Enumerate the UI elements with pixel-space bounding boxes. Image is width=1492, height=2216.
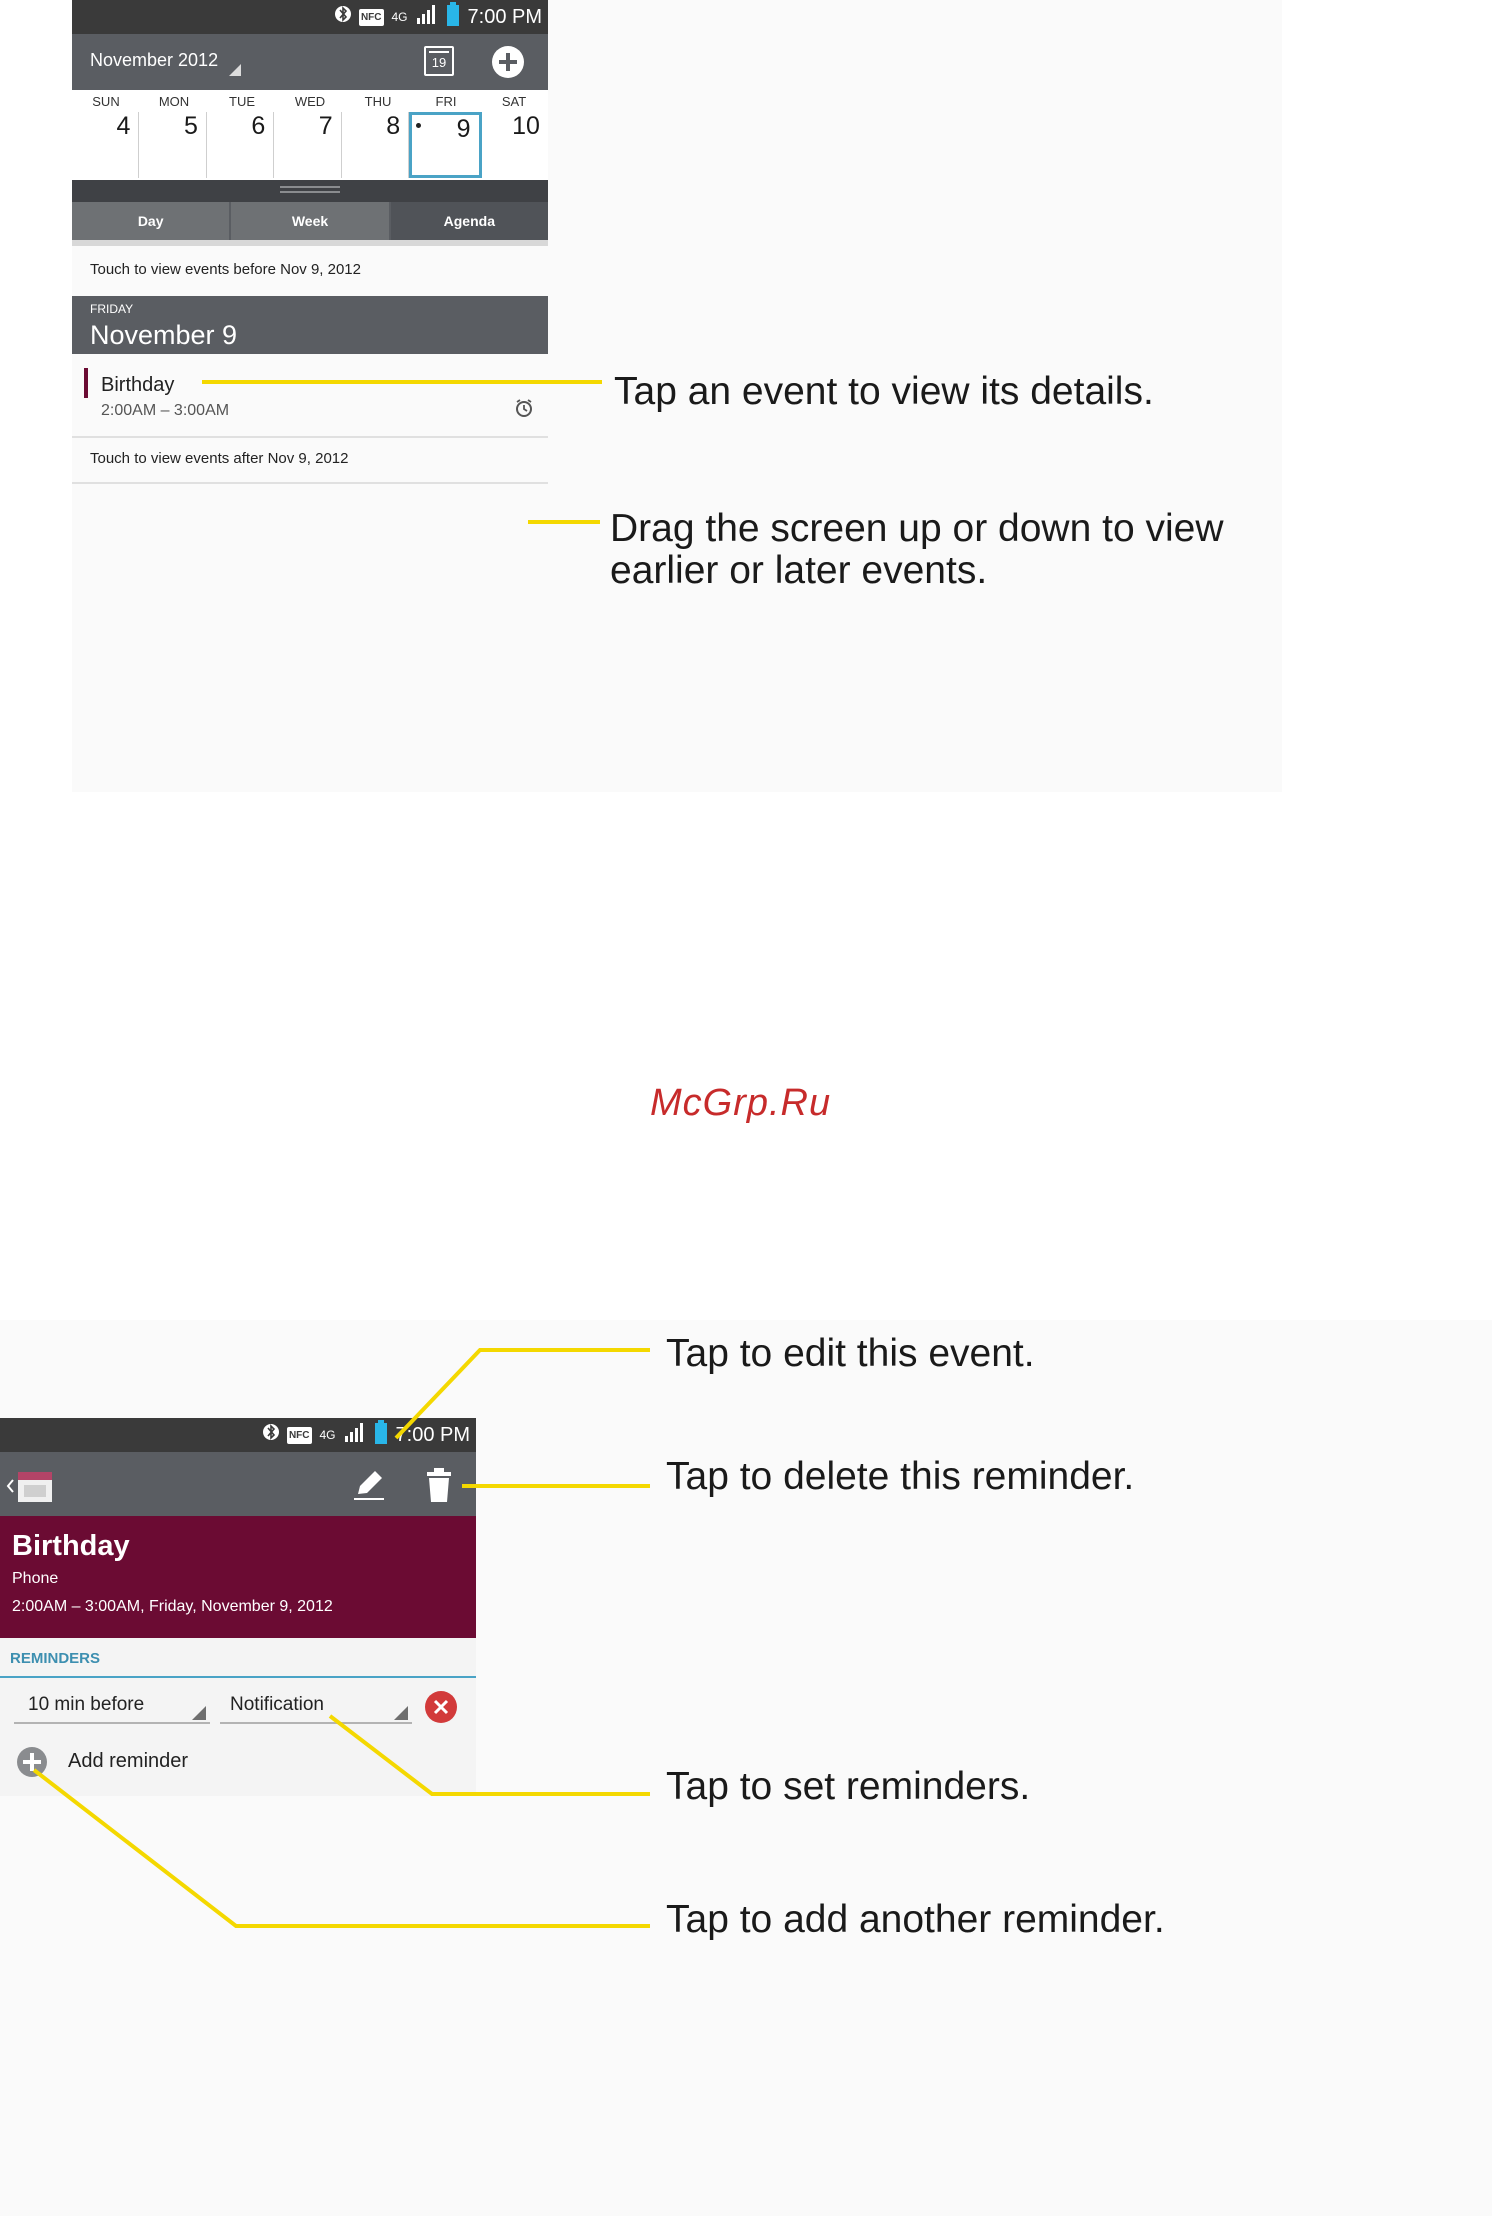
dropdown-triangle-icon [229, 64, 241, 76]
calendar-header [72, 34, 548, 90]
day-cell[interactable] [207, 112, 274, 178]
today-button[interactable] [424, 46, 454, 76]
reminder-time-value: 10 min before [28, 1694, 145, 1715]
calendar-icon [429, 51, 449, 53]
event-calendar: Phone [12, 1570, 59, 1587]
callout-set: Tap to set reminders. [666, 1765, 1031, 1808]
event-dot [416, 123, 421, 128]
month-label: November 2012 [90, 50, 219, 70]
callout-delete: Tap to delete this reminder. [666, 1455, 1135, 1498]
tab-week[interactable]: Week [231, 202, 390, 240]
weekday-label: WED [294, 94, 326, 109]
day-name: FRIDAY [90, 302, 134, 316]
event-datetime: 2:00AM – 3:00AM, Friday, November 9, 2012 [12, 1598, 333, 1615]
callout-lines [0, 1320, 1492, 1960]
weekday-label: MON [158, 94, 190, 109]
bluetooth-icon [335, 2, 351, 32]
calendar-screen [72, 0, 548, 792]
weekday-label: SUN [92, 94, 120, 109]
day-cell[interactable] [274, 112, 341, 178]
nfc-icon: NFC [287, 1427, 312, 1444]
today-date: 19 [431, 55, 447, 70]
day-cell[interactable] [139, 112, 206, 178]
callout-tap-event: Tap an event to view its details. [614, 370, 1154, 413]
callout-line [528, 520, 600, 524]
battery-icon [446, 2, 460, 32]
divider [72, 482, 548, 484]
earlier-events-link[interactable]: Touch to view events before Nov 9, 2012 [90, 261, 361, 278]
date-number: 10 [512, 112, 540, 140]
signal-icon [416, 4, 438, 30]
watermark: McGrp.Ru [650, 1082, 832, 1124]
later-events-link[interactable]: Touch to view events after Nov 9, 2012 [90, 450, 349, 467]
callout-add: Tap to add another reminder. [666, 1898, 1165, 1941]
weekday-label: TUE [229, 94, 255, 109]
date-number: 7 [318, 112, 333, 140]
plus-icon [492, 46, 524, 78]
day-header [72, 296, 548, 354]
reminders-header: REMINDERS [10, 1650, 101, 1667]
weekday-label: FRI [435, 94, 457, 109]
alarm-icon [514, 398, 534, 423]
day-cell[interactable] [72, 112, 139, 178]
view-tabs [72, 202, 548, 240]
day-cell[interactable] [482, 112, 548, 178]
month-selector[interactable] [90, 50, 241, 76]
weekday-label: THU [364, 94, 392, 109]
event-row[interactable] [72, 354, 548, 438]
day-date: November 9 [90, 320, 238, 350]
weekday-label: SAT [501, 94, 527, 109]
status-time: 7:00 PM [467, 5, 542, 28]
callout-line [202, 380, 602, 384]
event-title: Birthday [101, 374, 175, 396]
weekday-row [72, 94, 548, 109]
callout-edit: Tap to edit this event. [666, 1332, 1035, 1375]
callout-line-set [330, 1716, 650, 1794]
add-event-button[interactable] [492, 46, 524, 78]
day-cell[interactable] [342, 112, 409, 178]
event-time: 2:00AM – 3:00AM [101, 402, 230, 419]
date-number: 9 [456, 115, 471, 143]
callout-drag-line1: Drag the screen up or down to view [610, 507, 1224, 550]
date-row [72, 112, 548, 178]
week-drag-handle[interactable] [72, 180, 548, 202]
callout-line-edit [396, 1350, 650, 1438]
date-number: 8 [386, 112, 401, 140]
date-number: 6 [251, 112, 266, 140]
status-bar [72, 0, 548, 34]
event-color-bar [84, 368, 88, 398]
reminder-method-value: Notification [230, 1694, 324, 1715]
week-strip [72, 90, 548, 180]
nfc-icon: NFC [359, 9, 384, 26]
tab-shadow [72, 240, 548, 246]
add-reminder-label: Add reminder [68, 1750, 189, 1772]
grip-line [280, 186, 340, 188]
tab-day[interactable]: Day [72, 202, 231, 240]
callout-drag-line2: earlier or later events. [610, 549, 988, 592]
network-4g-icon: 4G [391, 10, 408, 24]
day-cell-selected[interactable] [409, 112, 481, 178]
date-number: 5 [183, 112, 198, 140]
event-title: Birthday [12, 1530, 130, 1562]
tab-agenda[interactable]: Agenda [391, 202, 548, 240]
status-time: 7:00 PM [395, 1423, 470, 1446]
network-4g-icon: 4G [319, 1428, 336, 1442]
date-number: 4 [116, 112, 131, 140]
grip-line [280, 191, 340, 193]
